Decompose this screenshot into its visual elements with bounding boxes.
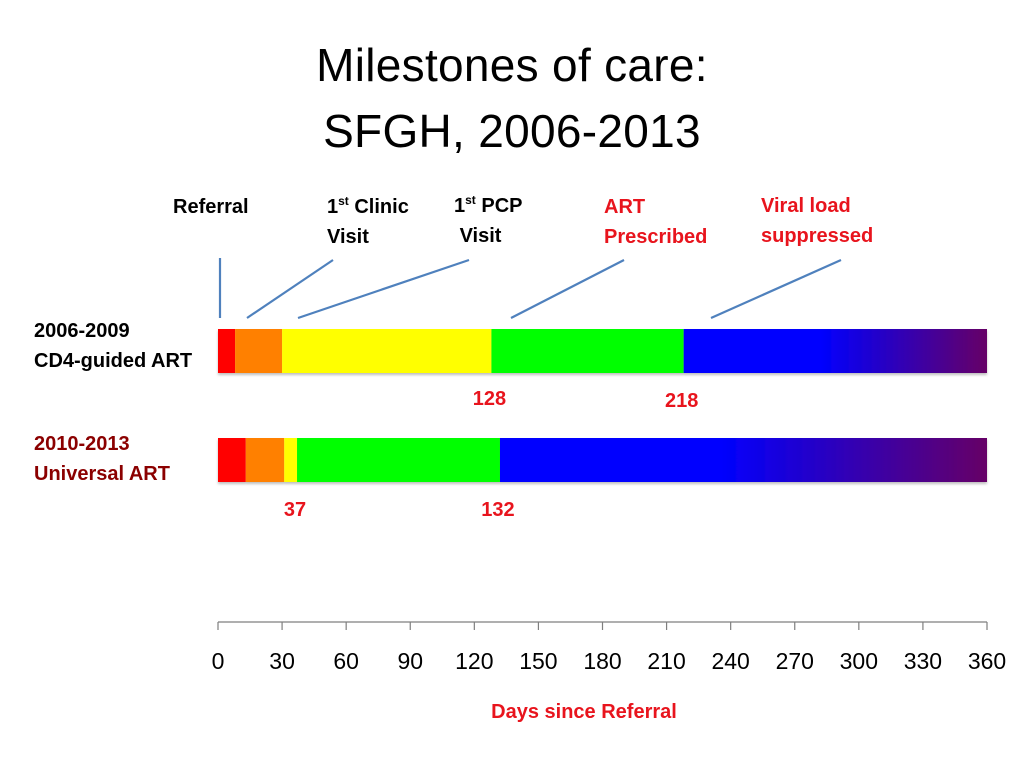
value-label-132: 132 [481, 499, 515, 521]
pointer-line [511, 260, 624, 318]
label-pcp-line2: Visit [459, 225, 502, 247]
bar-row-2 [218, 438, 987, 482]
value-label-218: 218 [664, 390, 699, 412]
value-label-128: 128 [472, 388, 507, 410]
pointer-line [247, 260, 333, 318]
label-vl-line1: Viral load [761, 195, 851, 217]
label-art-line1: ART [604, 196, 646, 218]
bar-segment-1st-clinic-visit-row1 [235, 329, 282, 373]
bar-segment-1st-pcp-visit-row2 [284, 438, 297, 482]
x-tick-label: 210 [647, 648, 686, 674]
bar-segment-referral-row2 [218, 438, 246, 482]
label-clinic-line1: Clinic [354, 196, 409, 218]
label-referral: Referral [173, 196, 249, 218]
bar-segment-viral-load-suppressed-row2 [500, 438, 987, 482]
bar-segment-art-prescribed-row2 [297, 438, 500, 482]
label-clinic-line2: Visit [327, 226, 369, 248]
x-tick-label: 240 [711, 648, 750, 674]
x-tick-label: 30 [269, 648, 295, 674]
label-pcp-line1: PCP [481, 195, 523, 217]
timeline-bars [218, 329, 987, 482]
x-tick-label: 90 [397, 648, 424, 674]
x-tick-label: 360 [967, 648, 1007, 674]
x-tick-label: 300 [839, 648, 879, 674]
row1-period: 2006-2009 [34, 320, 130, 342]
bar-segment-viral-load-suppressed-row1 [684, 329, 987, 373]
label-vl-line2: suppressed [761, 225, 874, 247]
label-art-line2: Prescribed [604, 226, 708, 248]
label-clinic-sup: st [338, 194, 349, 208]
x-tick-label: 270 [775, 648, 814, 674]
x-tick-label: 120 [455, 648, 494, 674]
x-axis [212, 622, 1007, 723]
x-tick-label: 150 [519, 648, 558, 674]
x-tick-label: 60 [333, 648, 359, 674]
x-tick-label: 180 [583, 648, 622, 674]
milestone-pointers [220, 258, 841, 318]
chart-title-line2: SFGH, 2006-2013 [323, 105, 701, 157]
pointer-line [711, 260, 841, 318]
value-label-37: 37 [283, 499, 307, 521]
bar-segment-1st-clinic-visit-row2 [246, 438, 284, 482]
x-tick-label: 330 [903, 648, 943, 674]
bar-segment-referral-row1 [218, 329, 235, 373]
bar-row-1 [218, 329, 987, 373]
row1-name: CD4-guided ART [34, 350, 193, 372]
chart-title-line1: Milestones of care: [316, 39, 708, 91]
bar-segment-1st-pcp-visit-row1 [282, 329, 491, 373]
row2-name: Universal ART [34, 463, 170, 485]
label-clinic-ord: 1 [327, 196, 339, 218]
label-pcp-sup: st [465, 193, 476, 207]
label-pcp-ord: 1 [454, 195, 466, 217]
x-axis-title: Days since Referral [491, 701, 677, 723]
bar-segment-art-prescribed-row1 [491, 329, 683, 373]
x-tick-label: 0 [211, 648, 225, 674]
pointer-line [298, 260, 469, 318]
row2-period: 2010-2013 [34, 433, 130, 455]
